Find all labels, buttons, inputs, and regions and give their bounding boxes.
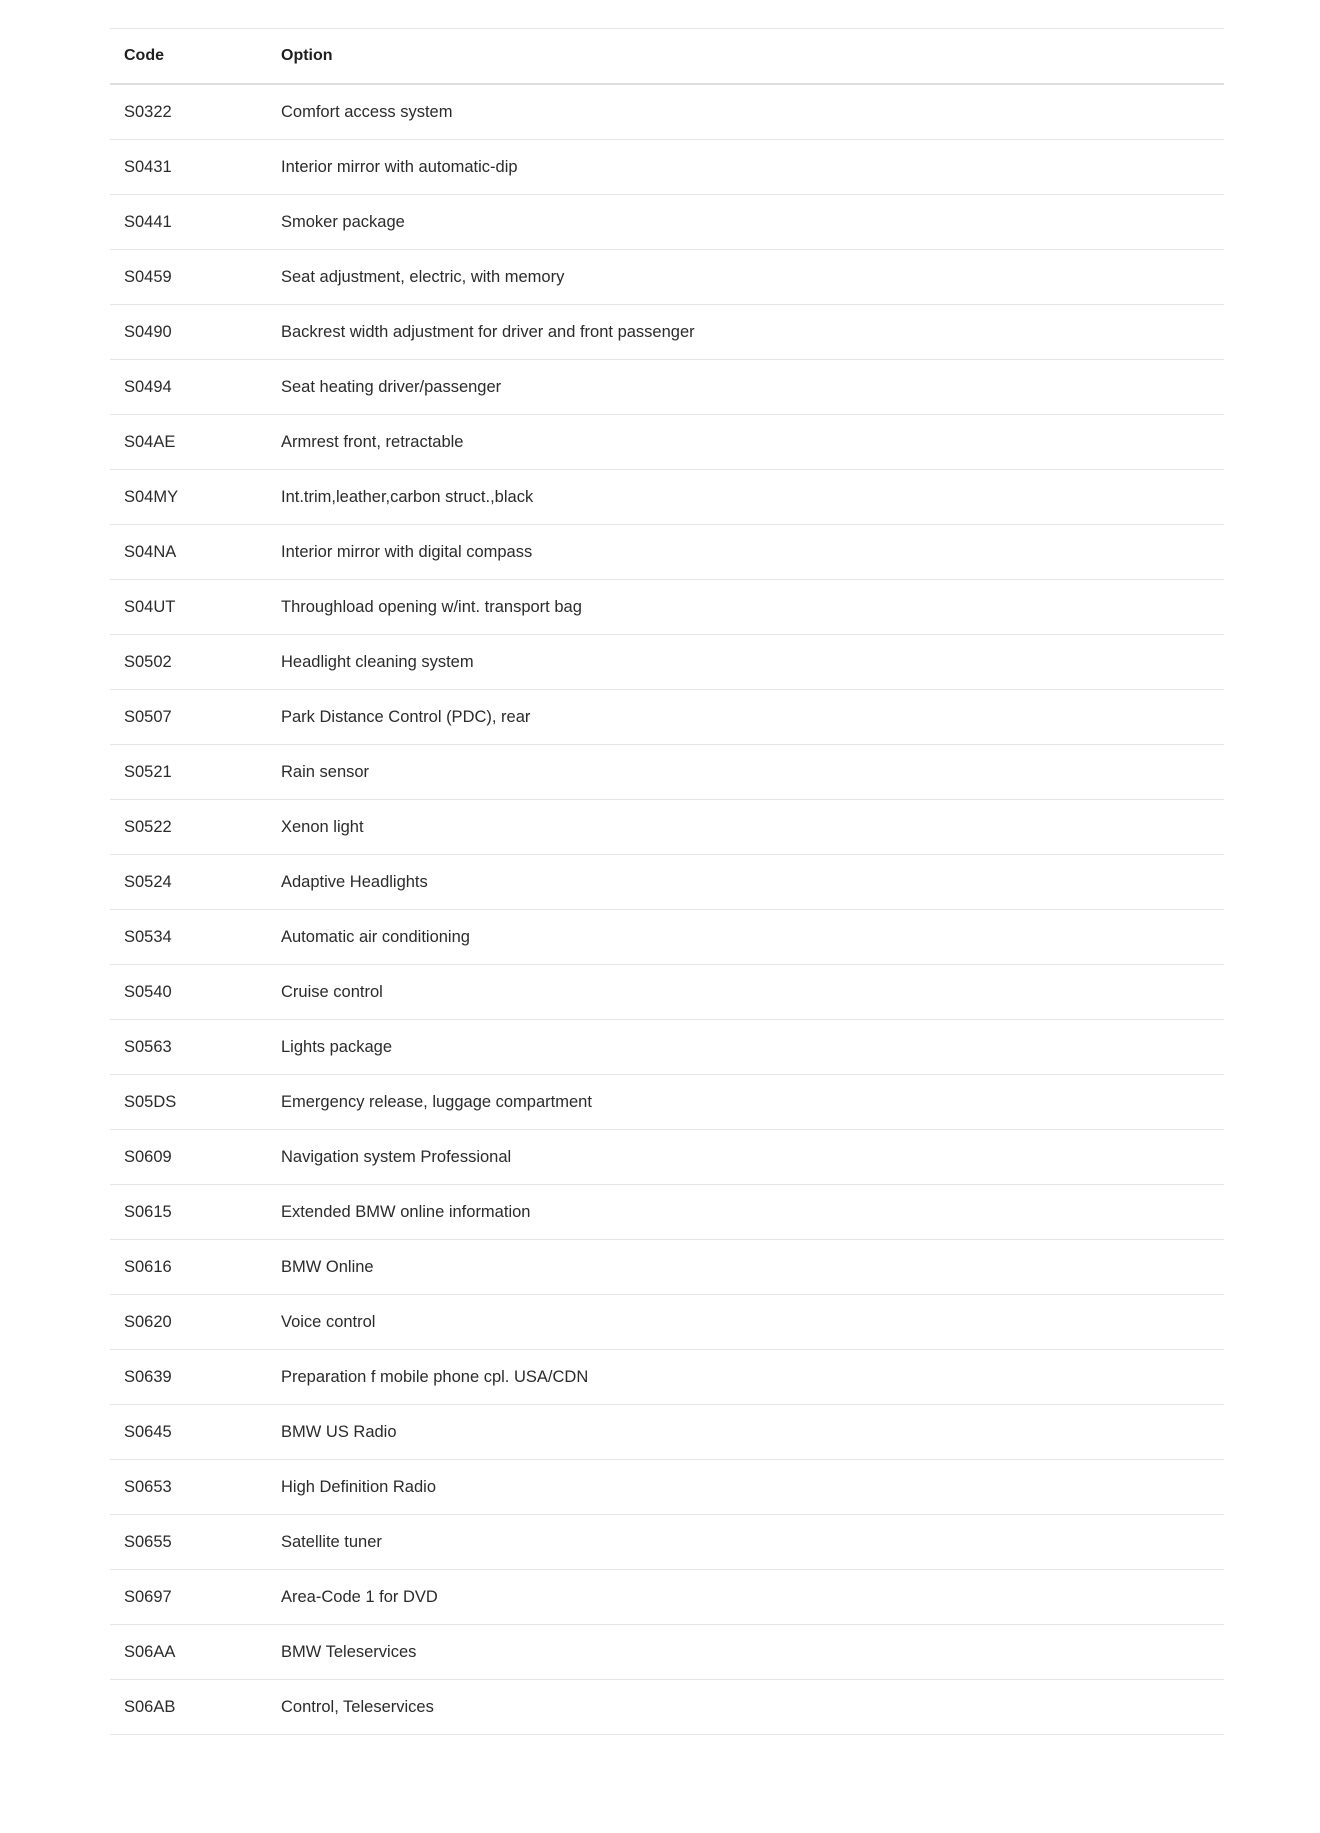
option-code: S0616 <box>124 1257 172 1276</box>
column-header-code: Code <box>124 47 164 64</box>
option-code: S0609 <box>124 1147 172 1166</box>
option-description: Satellite tuner <box>281 1532 382 1551</box>
option-code: S0459 <box>124 267 172 286</box>
options-table <box>110 28 1224 1735</box>
option-description: BMW Online <box>281 1257 374 1276</box>
option-code: S0639 <box>124 1367 172 1386</box>
option-description: Control, Teleservices <box>281 1697 434 1716</box>
table-row <box>110 1350 1224 1405</box>
table-row <box>110 1020 1224 1075</box>
table-row <box>110 360 1224 415</box>
table-row <box>110 910 1224 965</box>
table-row <box>110 1625 1224 1680</box>
option-code: S0645 <box>124 1422 172 1441</box>
option-code: S0502 <box>124 652 172 671</box>
option-description: Backrest width adjustment for driver and front passenger <box>281 322 695 341</box>
option-description: Emergency release, luggage compartment <box>281 1092 592 1111</box>
table-row <box>110 85 1224 140</box>
option-description: BMW Teleservices <box>281 1642 417 1661</box>
option-description: Navigation system Professional <box>281 1147 512 1166</box>
option-description: Automatic air conditioning <box>281 927 470 946</box>
table-row <box>110 1185 1224 1240</box>
option-code: S0540 <box>124 982 172 1001</box>
option-code: S0615 <box>124 1202 172 1221</box>
option-code: S0507 <box>124 707 172 726</box>
option-description: Seat heating driver/passenger <box>281 377 502 396</box>
option-description: Extended BMW online information <box>281 1202 531 1221</box>
option-description: Rain sensor <box>281 762 370 781</box>
table-row <box>110 470 1224 525</box>
option-description: Throughload opening w/int. transport bag <box>281 597 582 616</box>
table-row <box>110 1405 1224 1460</box>
option-description: Smoker package <box>281 212 405 231</box>
column-header-option: Option <box>281 47 333 64</box>
option-code: S0655 <box>124 1532 172 1551</box>
option-description: Comfort access system <box>281 102 453 121</box>
table-row <box>110 525 1224 580</box>
table-row <box>110 745 1224 800</box>
option-description: Preparation f mobile phone cpl. USA/CDN <box>281 1367 589 1386</box>
option-description: Seat adjustment, electric, with memory <box>281 267 565 286</box>
option-code: S06AA <box>124 1642 176 1661</box>
table-row <box>110 800 1224 855</box>
option-code: S04AE <box>124 432 176 451</box>
option-code: S04NA <box>124 542 177 561</box>
table-row <box>110 855 1224 910</box>
table-header-row <box>110 29 1224 85</box>
table-row <box>110 1130 1224 1185</box>
option-code: S0322 <box>124 102 172 121</box>
option-code: S0563 <box>124 1037 172 1056</box>
option-code: S0494 <box>124 377 172 396</box>
table-row <box>110 580 1224 635</box>
option-code: S0524 <box>124 872 172 891</box>
option-description: Int.trim,leather,carbon struct.,black <box>281 487 534 506</box>
table-row <box>110 1680 1224 1735</box>
table-row <box>110 965 1224 1020</box>
table-row <box>110 1570 1224 1625</box>
table-row <box>110 1460 1224 1515</box>
table-row <box>110 195 1224 250</box>
table-row <box>110 305 1224 360</box>
option-code: S0441 <box>124 212 172 231</box>
option-code: S0521 <box>124 762 172 781</box>
option-description: Voice control <box>281 1312 376 1331</box>
table-row <box>110 635 1224 690</box>
option-description: Lights package <box>281 1037 392 1056</box>
option-description: Headlight cleaning system <box>281 652 474 671</box>
option-description: Area-Code 1 for DVD <box>281 1587 438 1606</box>
option-code: S04UT <box>124 597 176 616</box>
option-code: S0431 <box>124 157 172 176</box>
option-description: Interior mirror with automatic-dip <box>281 157 518 176</box>
option-description: Cruise control <box>281 982 383 1001</box>
table-row <box>110 1075 1224 1130</box>
option-description: Park Distance Control (PDC), rear <box>281 707 531 726</box>
option-description: Adaptive Headlights <box>281 872 428 891</box>
option-description: High Definition Radio <box>281 1477 437 1496</box>
table-row <box>110 1295 1224 1350</box>
table-row <box>110 1240 1224 1295</box>
table-row <box>110 250 1224 305</box>
option-code: S04MY <box>124 487 179 506</box>
table-row <box>110 1515 1224 1570</box>
option-code: S0697 <box>124 1587 172 1606</box>
table-body <box>110 85 1224 1735</box>
option-description: Interior mirror with digital compass <box>281 542 533 561</box>
option-code: S0653 <box>124 1477 172 1496</box>
table-row <box>110 140 1224 195</box>
option-code: S0620 <box>124 1312 172 1331</box>
table-row <box>110 415 1224 470</box>
table-row <box>110 690 1224 745</box>
option-code: S0534 <box>124 927 172 946</box>
option-description: BMW US Radio <box>281 1422 397 1441</box>
option-code: S05DS <box>124 1092 177 1111</box>
option-code: S06AB <box>124 1697 176 1716</box>
option-code: S0490 <box>124 322 172 341</box>
option-description: Armrest front, retractable <box>281 432 464 451</box>
option-code: S0522 <box>124 817 172 836</box>
option-description: Xenon light <box>281 817 364 836</box>
